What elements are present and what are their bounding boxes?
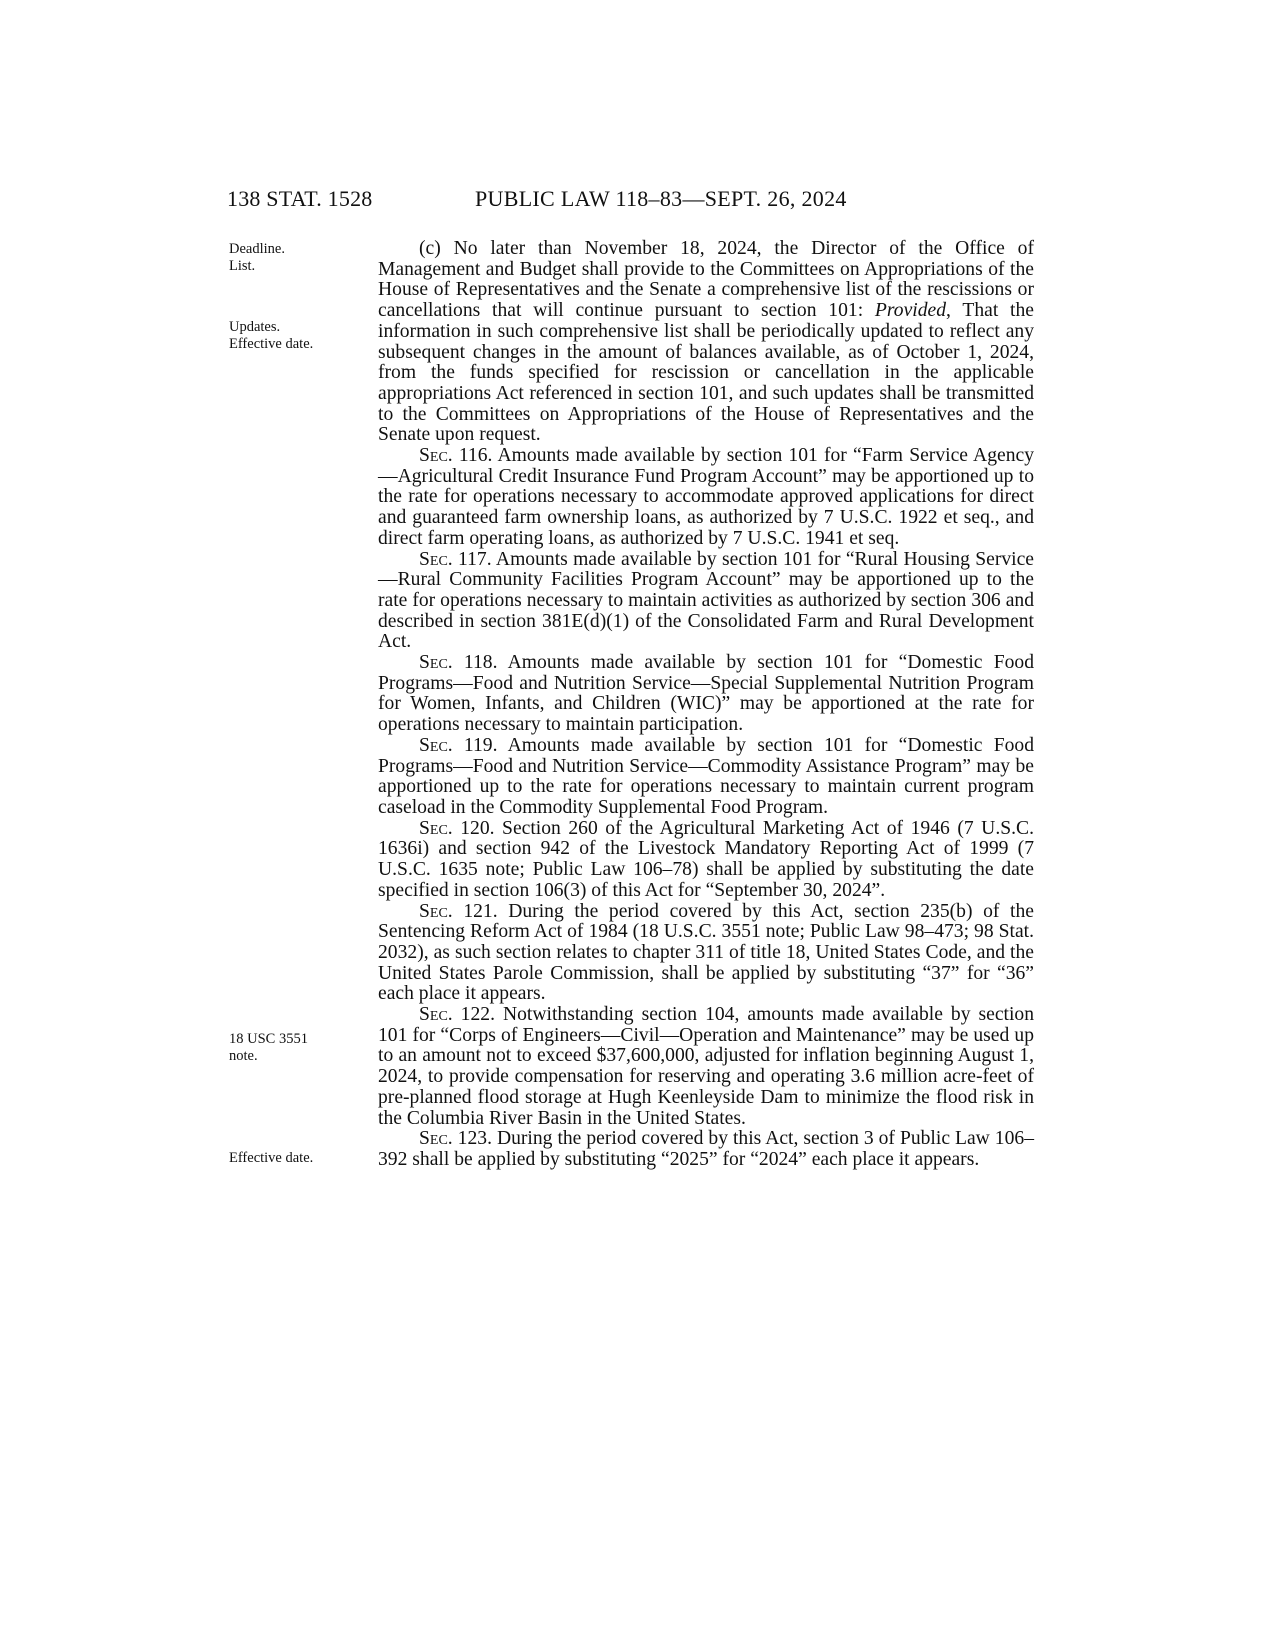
margin-note-effective-date-text: Effective date. [229, 336, 314, 352]
document-body [378, 239, 1034, 1171]
section-119 [378, 736, 1034, 819]
section-121-text: 121. During the period covered by this Act, section 235(b) of the Sentencing Reform Act of 1984 (18 U.S.C. 3551 note; Public Law 98–473; 98 Stat. 2032), as such section relates to chapter 311 of title 18, United States Code, and the United States Parole Commission, shall be applied by substituting “37” for “36” each place it appears. [378, 900, 1034, 1005]
section-117 [378, 550, 1034, 654]
margin-note-note-text: note. [229, 1048, 258, 1064]
paragraph-c-text-1: (c) No later than November 18, 2024, the Director of the Office of Management and Budget shall provide to the Committees on Appropriations of the House of Representatives and the Senate a comprehensive list of the rescissions or cancellations that will continue pursuant to section 101: [378, 238, 1034, 322]
margin-note-deadline-text: Deadline. [229, 241, 285, 257]
section-116 [378, 446, 1034, 550]
section-120-text: 120. Section 260 of the Agricultural Marketing Act of 1946 (7 U.S.C. 1636i) and section 942 of the Livestock Mandatory Reporting Act of 1999 (7 U.S.C. 1635 note; Public Law 106–78) shall be applied by substituting the date specified in section 106(3) of this Act for “September 30, 2024”. [378, 817, 1034, 901]
section-122 [378, 1005, 1034, 1129]
margin-note-list-text: List. [229, 258, 256, 274]
section-118 [378, 653, 1034, 736]
sec-label: Sec. [419, 900, 453, 922]
paragraph-c [378, 239, 1034, 446]
section-117-text: 117. Amounts made available by section 101 for “Rural Housing Service—Rural Community Facilities Program Account” may be apportioned up to the rate for operations necessary to maintain activities as authorized by section 306 and described in section 381E(d)(1) of the Consolidated Farm and Rural Development Act. [378, 548, 1034, 653]
margin-note-effective-date-2 [229, 1150, 359, 1167]
section-121 [378, 902, 1034, 1006]
sec-label: Sec. [419, 652, 453, 674]
sec-label: Sec. [419, 445, 453, 467]
margin-note-deadline [229, 241, 359, 275]
margin-note-usc-text: 18 USC 3551 [229, 1031, 308, 1047]
margin-note-effective-date-2-text: Effective date. [229, 1150, 314, 1166]
public-law-title: PUBLIC LAW 118–83—SEPT. 26, 2024 [475, 186, 847, 211]
section-119-text: 119. Amounts made available by section 101 for “Domestic Food Programs—Food and Nutrition Service—Commodity Assistance Program” may be apportioned up to the rate for operations necessary to maintain current program caseload in the Commodity Supplemental Food Program. [378, 734, 1034, 818]
stat-page-number: 138 STAT. 1528 [227, 186, 373, 211]
section-123-text: 123. During the period covered by this Act, section 3 of Public Law 106–392 shall be applied by substituting “2025” for “2024” each place it appears. [378, 1128, 1034, 1170]
section-123 [378, 1129, 1034, 1170]
sec-label: Sec. [419, 734, 453, 756]
section-122-text: 122. Notwithstanding section 104, amounts made available by section 101 for “Corps of Engineers—Civil—Operation and Maintenance” may be used up to an amount not to exceed $37,600,000, adjusted for inflation beginning August 1, 2024, to provide compensation for reserving and operating 3.6 million acre-feet of pre-planned flood storage at Hugh Keenleyside Dam to minimize the flood risk in the Columbia River Basin in the United States. [378, 1004, 1034, 1129]
page-header [227, 186, 1042, 216]
sec-label: Sec. [419, 548, 453, 570]
section-120 [378, 819, 1034, 902]
section-118-text: 118. Amounts made available by section 101 for “Domestic Food Programs—Food and Nutrition Service—Special Supplemental Nutrition Program for Women, Infants, and Children (WIC)” may be apportioned at the rate for operations necessary to maintain participation. [378, 652, 1034, 736]
sec-label: Sec. [419, 1004, 453, 1026]
section-116-text: 116. Amounts made available by section 101 for “Farm Service Agency—Agricultural Credit Insurance Fund Program Account” may be apportioned up to the rate for operations necessary to accommodate approved applications for direct and guaranteed farm ownership loans, as authorized by 7 U.S.C. 1922 et seq., and direct farm operating loans, as authorized by 7 U.S.C. 1941 et seq. [378, 445, 1034, 549]
margin-note-usc [229, 1031, 359, 1065]
sec-label: Sec. [419, 1128, 453, 1150]
sec-label: Sec. [419, 817, 453, 839]
margin-note-updates-text: Updates. [229, 319, 281, 335]
provided-italic: Provided [874, 300, 947, 322]
paragraph-c-text-2: , That the information in such comprehensive list shall be periodically updated to reflect any subsequent changes in the amount of balances available, as of October 1, 2024, from the funds specified for rescission or cancellation in the applicable appropriations Act referenced in section 101, and such updates shall be transmitted to the Committees on Appropriations of the House of Representatives and the Senate upon request. [378, 300, 1034, 446]
margin-note-updates [229, 319, 359, 353]
